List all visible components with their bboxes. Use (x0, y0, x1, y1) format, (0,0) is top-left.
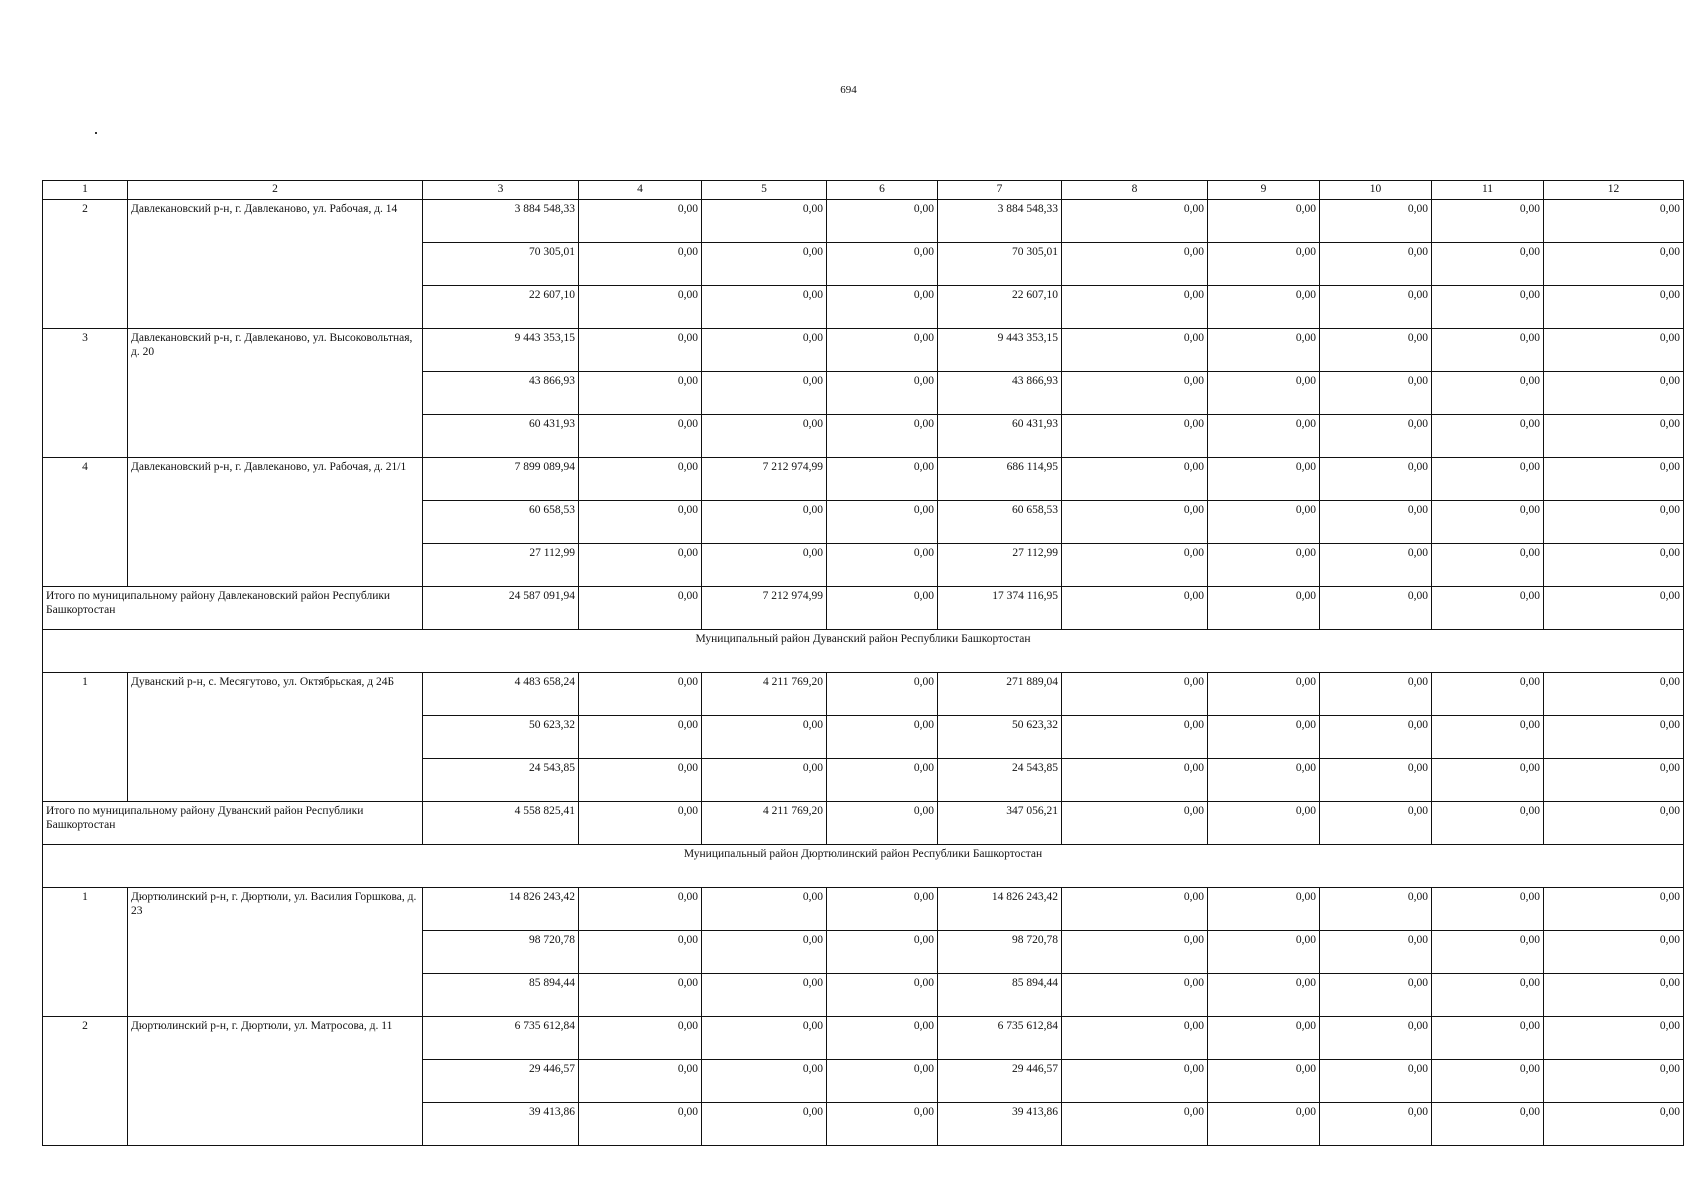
column-header: 4 (579, 181, 702, 200)
amount-cell: 0,00 (579, 200, 702, 243)
amount-cell: 43 866,93 (423, 372, 579, 415)
amount-cell: 0,00 (702, 415, 827, 458)
amount-cell: 0,00 (827, 673, 938, 716)
amount-cell: 0,00 (1544, 673, 1684, 716)
amount-cell: 0,00 (1432, 888, 1544, 931)
total-amount-cell: 0,00 (1320, 587, 1432, 630)
amount-cell: 0,00 (702, 544, 827, 587)
table-row (43, 673, 1684, 716)
column-header: 9 (1208, 181, 1320, 200)
total-amount-cell: 0,00 (579, 587, 702, 630)
amount-cell: 0,00 (1544, 501, 1684, 544)
amount-cell: 0,00 (1062, 1017, 1208, 1060)
total-amount-cell: 0,00 (1062, 587, 1208, 630)
amount-cell: 0,00 (579, 243, 702, 286)
amount-cell: 0,00 (1432, 544, 1544, 587)
amount-cell: 0,00 (579, 673, 702, 716)
amount-cell: 0,00 (1320, 1060, 1432, 1103)
item-number: 1 (43, 888, 128, 1017)
amount-cell: 0,00 (1544, 544, 1684, 587)
amount-cell: 0,00 (702, 372, 827, 415)
item-number: 1 (43, 673, 128, 802)
amount-cell: 0,00 (1320, 888, 1432, 931)
district-total-row (43, 802, 1684, 845)
amount-cell: 0,00 (1432, 1060, 1544, 1103)
amount-cell: 0,00 (1432, 200, 1544, 243)
amount-cell: 0,00 (1208, 716, 1320, 759)
total-amount-cell: 0,00 (827, 802, 938, 845)
amount-cell: 0,00 (702, 501, 827, 544)
amount-cell: 70 305,01 (423, 243, 579, 286)
total-amount-cell: 0,00 (1544, 802, 1684, 845)
amount-cell: 29 446,57 (423, 1060, 579, 1103)
item-number: 4 (43, 458, 128, 587)
amount-cell: 0,00 (827, 1017, 938, 1060)
amount-cell: 0,00 (827, 200, 938, 243)
amount-cell: 0,00 (1208, 501, 1320, 544)
amount-cell: 0,00 (827, 1103, 938, 1146)
amount-cell: 0,00 (1208, 1017, 1320, 1060)
item-number: 3 (43, 329, 128, 458)
amount-cell: 0,00 (827, 501, 938, 544)
amount-cell: 0,00 (1320, 372, 1432, 415)
amount-cell: 60 658,53 (938, 501, 1062, 544)
item-address: Давлекановский р-н, г. Давлеканово, ул. Рабочая, д. 21/1 (128, 458, 423, 587)
amount-cell: 9 443 353,15 (938, 329, 1062, 372)
amount-cell: 0,00 (1320, 673, 1432, 716)
amount-cell: 0,00 (1544, 759, 1684, 802)
total-amount-cell: 24 587 091,94 (423, 587, 579, 630)
amount-cell: 4 211 769,20 (702, 673, 827, 716)
amount-cell: 0,00 (1062, 415, 1208, 458)
amount-cell: 0,00 (1320, 759, 1432, 802)
amount-cell: 0,00 (702, 974, 827, 1017)
item-address: Дюртюлинский р-н, г. Дюртюли, ул. Василия Горшкова, д. 23 (128, 888, 423, 1017)
amount-cell: 0,00 (1432, 1103, 1544, 1146)
amount-cell: 0,00 (1432, 458, 1544, 501)
total-amount-cell: 0,00 (1544, 587, 1684, 630)
amount-cell: 0,00 (1544, 458, 1684, 501)
amount-cell: 27 112,99 (423, 544, 579, 587)
amount-cell: 0,00 (1208, 759, 1320, 802)
amount-cell: 0,00 (827, 888, 938, 931)
amount-cell: 22 607,10 (423, 286, 579, 329)
amount-cell: 0,00 (1320, 931, 1432, 974)
item-number: 2 (43, 1017, 128, 1146)
amount-cell: 0,00 (1062, 716, 1208, 759)
amount-cell: 0,00 (1062, 243, 1208, 286)
total-amount-cell: 347 056,21 (938, 802, 1062, 845)
scan-speck (95, 132, 97, 134)
amount-cell: 0,00 (1062, 200, 1208, 243)
amount-cell: 0,00 (1544, 716, 1684, 759)
amount-cell: 0,00 (1432, 329, 1544, 372)
amount-cell: 60 658,53 (423, 501, 579, 544)
column-header: 5 (702, 181, 827, 200)
amount-cell: 0,00 (1432, 415, 1544, 458)
amount-cell: 0,00 (1062, 1103, 1208, 1146)
amount-cell: 0,00 (1432, 1017, 1544, 1060)
amount-cell: 0,00 (1544, 200, 1684, 243)
document-sheet (42, 180, 1684, 1146)
amount-cell: 0,00 (1208, 1103, 1320, 1146)
amount-cell: 0,00 (1208, 1060, 1320, 1103)
amount-cell: 0,00 (702, 931, 827, 974)
amount-cell: 0,00 (1208, 243, 1320, 286)
amount-cell: 0,00 (702, 286, 827, 329)
district-section-title: Муниципальный район Дюртюлинский район Республики Башкортостан (43, 845, 1684, 888)
table-row (43, 888, 1684, 931)
amount-cell: 98 720,78 (423, 931, 579, 974)
total-amount-cell: 17 374 116,95 (938, 587, 1062, 630)
column-header: 10 (1320, 181, 1432, 200)
amount-cell: 14 826 243,42 (423, 888, 579, 931)
amount-cell: 0,00 (579, 458, 702, 501)
column-header: 8 (1062, 181, 1208, 200)
amount-cell: 0,00 (1432, 931, 1544, 974)
amount-cell: 0,00 (1320, 974, 1432, 1017)
amount-cell: 9 443 353,15 (423, 329, 579, 372)
district-section-row (43, 845, 1684, 888)
amount-cell: 0,00 (1208, 544, 1320, 587)
column-header: 12 (1544, 181, 1684, 200)
amount-cell: 14 826 243,42 (938, 888, 1062, 931)
amount-cell: 0,00 (1062, 974, 1208, 1017)
column-header: 11 (1432, 181, 1544, 200)
district-section-row (43, 630, 1684, 673)
district-total-row (43, 587, 1684, 630)
amount-cell: 0,00 (1208, 673, 1320, 716)
amount-cell: 0,00 (579, 716, 702, 759)
amount-cell: 0,00 (827, 286, 938, 329)
amount-cell: 0,00 (579, 415, 702, 458)
amount-cell: 0,00 (1544, 931, 1684, 974)
amount-cell: 43 866,93 (938, 372, 1062, 415)
amount-cell: 0,00 (827, 544, 938, 587)
amount-cell: 0,00 (1320, 716, 1432, 759)
amount-cell: 7 212 974,99 (702, 458, 827, 501)
amount-cell: 6 735 612,84 (423, 1017, 579, 1060)
amount-cell: 0,00 (1432, 243, 1544, 286)
amount-cell: 0,00 (1544, 415, 1684, 458)
amount-cell: 0,00 (1062, 501, 1208, 544)
amount-cell: 0,00 (1544, 243, 1684, 286)
total-amount-cell: 4 558 825,41 (423, 802, 579, 845)
item-address: Давлекановский р-н, г. Давлеканово, ул. Высоковольтная, д. 20 (128, 329, 423, 458)
amount-cell: 0,00 (1320, 501, 1432, 544)
amount-cell: 0,00 (1432, 673, 1544, 716)
amount-cell: 0,00 (579, 544, 702, 587)
district-total-label: Итого по муниципальному району Дуванский район Республики Башкортостан (43, 802, 423, 845)
amount-cell: 0,00 (827, 372, 938, 415)
data-table (42, 180, 1684, 1146)
amount-cell: 85 894,44 (938, 974, 1062, 1017)
amount-cell: 0,00 (1208, 931, 1320, 974)
amount-cell: 0,00 (1432, 286, 1544, 329)
amount-cell: 0,00 (702, 759, 827, 802)
table-row (43, 458, 1684, 501)
amount-cell: 0,00 (827, 759, 938, 802)
amount-cell: 0,00 (579, 1060, 702, 1103)
amount-cell: 0,00 (1062, 1060, 1208, 1103)
amount-cell: 0,00 (702, 888, 827, 931)
total-amount-cell: 0,00 (1432, 802, 1544, 845)
amount-cell: 0,00 (827, 243, 938, 286)
district-section-title: Муниципальный район Дуванский район Республики Башкортостан (43, 630, 1684, 673)
amount-cell: 0,00 (1208, 286, 1320, 329)
amount-cell: 0,00 (1208, 329, 1320, 372)
amount-cell: 0,00 (579, 329, 702, 372)
amount-cell: 0,00 (1320, 243, 1432, 286)
amount-cell: 98 720,78 (938, 931, 1062, 974)
amount-cell: 271 889,04 (938, 673, 1062, 716)
amount-cell: 50 623,32 (938, 716, 1062, 759)
amount-cell: 0,00 (1544, 329, 1684, 372)
page-number: 694 (840, 84, 857, 96)
table-row (43, 1017, 1684, 1060)
item-address: Дюртюлинский р-н, г. Дюртюли, ул. Матросова, д. 11 (128, 1017, 423, 1146)
amount-cell: 0,00 (1544, 1017, 1684, 1060)
amount-cell: 0,00 (1062, 372, 1208, 415)
amount-cell: 0,00 (1432, 974, 1544, 1017)
amount-cell: 0,00 (1432, 716, 1544, 759)
item-address: Давлекановский р-н, г. Давлеканово, ул. Рабочая, д. 14 (128, 200, 423, 329)
amount-cell: 39 413,86 (938, 1103, 1062, 1146)
amount-cell: 0,00 (579, 286, 702, 329)
amount-cell: 0,00 (1062, 458, 1208, 501)
column-header: 6 (827, 181, 938, 200)
amount-cell: 0,00 (1544, 888, 1684, 931)
amount-cell: 0,00 (1544, 1103, 1684, 1146)
item-address: Дуванский р-н, с. Месягутово, ул. Октябрьская, д 24Б (128, 673, 423, 802)
amount-cell: 0,00 (1062, 888, 1208, 931)
amount-cell: 7 899 089,94 (423, 458, 579, 501)
amount-cell: 6 735 612,84 (938, 1017, 1062, 1060)
amount-cell: 0,00 (1544, 372, 1684, 415)
table-row (43, 329, 1684, 372)
total-amount-cell: 0,00 (1062, 802, 1208, 845)
amount-cell: 0,00 (702, 243, 827, 286)
amount-cell: 0,00 (1208, 458, 1320, 501)
amount-cell: 0,00 (1062, 544, 1208, 587)
amount-cell: 0,00 (1320, 1103, 1432, 1146)
total-amount-cell: 0,00 (579, 802, 702, 845)
amount-cell: 0,00 (702, 1103, 827, 1146)
amount-cell: 0,00 (579, 888, 702, 931)
amount-cell: 0,00 (1208, 888, 1320, 931)
amount-cell: 0,00 (1320, 415, 1432, 458)
amount-cell: 0,00 (1320, 544, 1432, 587)
total-amount-cell: 0,00 (1208, 587, 1320, 630)
amount-cell: 0,00 (1062, 759, 1208, 802)
amount-cell: 22 607,10 (938, 286, 1062, 329)
amount-cell: 39 413,86 (423, 1103, 579, 1146)
amount-cell: 0,00 (702, 200, 827, 243)
total-amount-cell: 7 212 974,99 (702, 587, 827, 630)
total-amount-cell: 0,00 (1208, 802, 1320, 845)
amount-cell: 0,00 (1208, 372, 1320, 415)
amount-cell: 0,00 (827, 458, 938, 501)
column-header: 3 (423, 181, 579, 200)
amount-cell: 50 623,32 (423, 716, 579, 759)
amount-cell: 0,00 (1208, 415, 1320, 458)
amount-cell: 686 114,95 (938, 458, 1062, 501)
amount-cell: 0,00 (1320, 329, 1432, 372)
amount-cell: 29 446,57 (938, 1060, 1062, 1103)
amount-cell: 0,00 (702, 1060, 827, 1103)
amount-cell: 0,00 (579, 1103, 702, 1146)
amount-cell: 0,00 (1320, 458, 1432, 501)
amount-cell: 0,00 (1320, 286, 1432, 329)
amount-cell: 0,00 (702, 716, 827, 759)
item-number: 2 (43, 200, 128, 329)
column-header: 1 (43, 181, 128, 200)
amount-cell: 0,00 (579, 1017, 702, 1060)
amount-cell: 0,00 (1062, 673, 1208, 716)
amount-cell: 24 543,85 (423, 759, 579, 802)
amount-cell: 3 884 548,33 (938, 200, 1062, 243)
amount-cell: 0,00 (1544, 1060, 1684, 1103)
amount-cell: 0,00 (1544, 286, 1684, 329)
amount-cell: 60 431,93 (938, 415, 1062, 458)
total-amount-cell: 0,00 (1432, 587, 1544, 630)
amount-cell: 0,00 (1432, 372, 1544, 415)
table-row (43, 200, 1684, 243)
amount-cell: 0,00 (579, 501, 702, 544)
amount-cell: 0,00 (827, 974, 938, 1017)
amount-cell: 0,00 (827, 1060, 938, 1103)
amount-cell: 0,00 (579, 759, 702, 802)
column-number-header (43, 181, 1684, 200)
amount-cell: 27 112,99 (938, 544, 1062, 587)
amount-cell: 60 431,93 (423, 415, 579, 458)
amount-cell: 4 483 658,24 (423, 673, 579, 716)
amount-cell: 0,00 (827, 329, 938, 372)
amount-cell: 0,00 (827, 415, 938, 458)
column-header: 7 (938, 181, 1062, 200)
amount-cell: 0,00 (1320, 200, 1432, 243)
amount-cell: 0,00 (1432, 501, 1544, 544)
amount-cell: 0,00 (702, 1017, 827, 1060)
amount-cell: 0,00 (827, 716, 938, 759)
amount-cell: 24 543,85 (938, 759, 1062, 802)
district-total-label: Итого по муниципальному району Давлекановский район Республики Башкортостан (43, 587, 423, 630)
table-body (43, 181, 1684, 1146)
amount-cell: 85 894,44 (423, 974, 579, 1017)
amount-cell: 0,00 (827, 931, 938, 974)
amount-cell: 3 884 548,33 (423, 200, 579, 243)
amount-cell: 0,00 (579, 974, 702, 1017)
total-amount-cell: 0,00 (827, 587, 938, 630)
amount-cell: 0,00 (1544, 974, 1684, 1017)
total-amount-cell: 4 211 769,20 (702, 802, 827, 845)
amount-cell: 0,00 (1062, 329, 1208, 372)
total-amount-cell: 0,00 (1320, 802, 1432, 845)
column-header: 2 (128, 181, 423, 200)
amount-cell: 0,00 (579, 931, 702, 974)
amount-cell: 70 305,01 (938, 243, 1062, 286)
amount-cell: 0,00 (702, 329, 827, 372)
amount-cell: 0,00 (1320, 1017, 1432, 1060)
amount-cell: 0,00 (1208, 200, 1320, 243)
amount-cell: 0,00 (1062, 931, 1208, 974)
amount-cell: 0,00 (579, 372, 702, 415)
amount-cell: 0,00 (1062, 286, 1208, 329)
amount-cell: 0,00 (1208, 974, 1320, 1017)
amount-cell: 0,00 (1432, 759, 1544, 802)
